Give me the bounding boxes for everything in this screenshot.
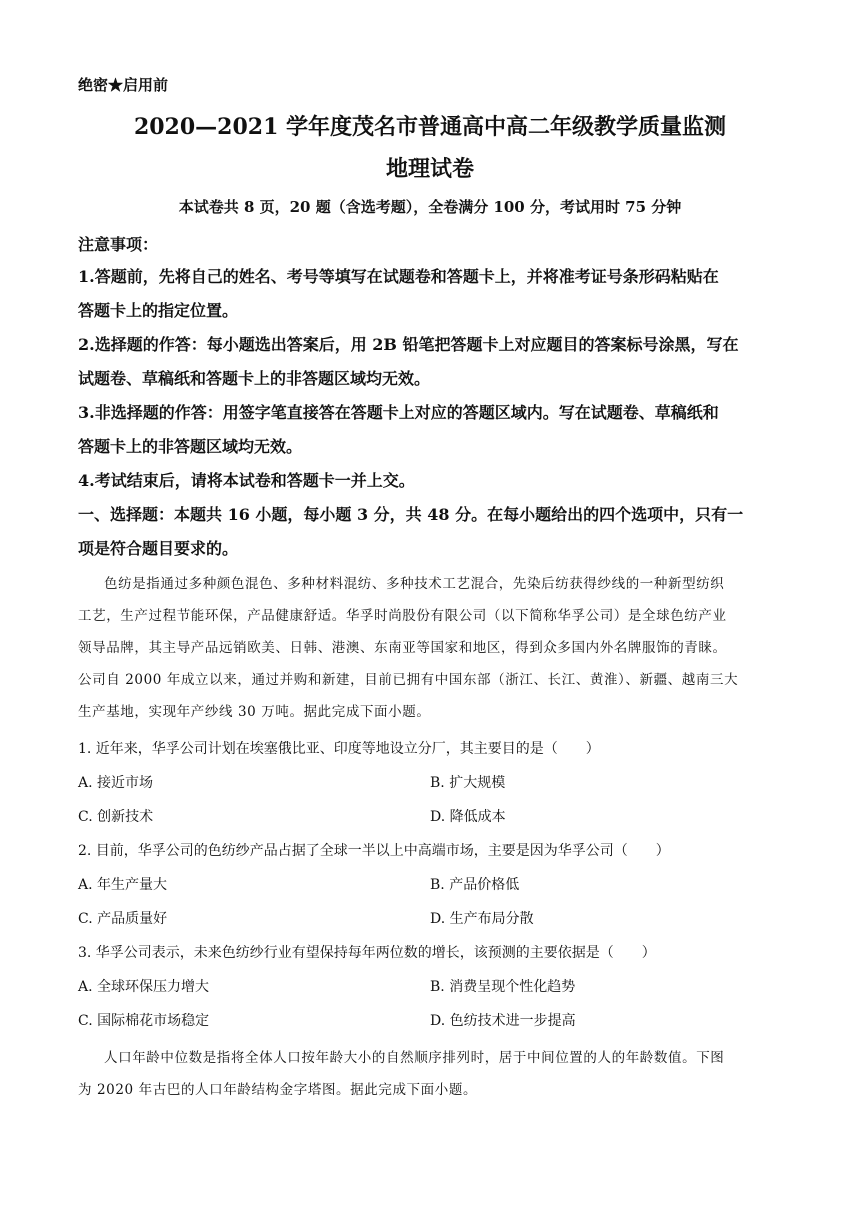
passage-line: 公司自 2000 年成立以来，通过并购和新建，目前已拥有中国东部（浙江、长江、黄淮）、新疆、越南三大 [78, 672, 739, 688]
option-d: D. 降低成本 [430, 809, 506, 825]
notice-line: 2.选择题的作答：每小题选出答案后，用 2B 铅笔把答题卡上对应题目的答案标号涂黑，写在 [78, 335, 739, 354]
option-b: B. 消费呈现个性化趋势 [430, 979, 576, 995]
notice-line: 答题卡上的非答题区域均无效。 [78, 437, 303, 456]
passage-line: 工艺，生产过程节能环保，产品健康舒适。华孚时尚股份有限公司（以下简称华孚公司）是全球色纺产业 [78, 608, 727, 624]
notice-line: 3.非选择题的作答：用签字笔直接答在答题卡上对应的答题区域内。写在试题卷、草稿纸和 [78, 403, 719, 422]
option-b: B. 扩大规模 [430, 775, 506, 791]
option-a: A. 全球环保压力增大 [78, 979, 210, 995]
option-a: A. 年生产量大 [78, 877, 168, 893]
secret-label: 绝密★启用前 [78, 76, 169, 94]
section-heading: 一、选择题：本题共 16 小题，每小题 3 分，共 48 分。在每小题给出的四个选项中，只有一 [78, 505, 744, 524]
exam-info: 本试卷共 8 页，20 题（含选考题），全卷满分 100 分，考试用时 75 分钟 [178, 198, 682, 216]
option-d: D. 色纺技术进一步提高 [430, 1013, 576, 1029]
notice-line: 试题卷、草稿纸和答题卡上的非答题区域均无效。 [78, 369, 431, 388]
passage-line: 色纺是指通过多种颜色混色、多种材料混纺、多种技术工艺混合，先染后纺获得纱线的一种新型纺织 [104, 576, 725, 592]
option-c: C. 国际棉花市场稳定 [78, 1013, 210, 1029]
question-stem: 2. 目前，华孚公司的色纺纱产品占据了全球一半以上中高端市场，主要是因为华孚公司（ ） [78, 843, 670, 859]
option-c: C. 产品质量好 [78, 911, 168, 927]
notice-line: 答题卡上的指定位置。 [78, 301, 239, 320]
exam-title: 2020—2021 学年度茂名市普通高中高二年级教学质量监测 [133, 114, 727, 140]
notice-heading: 注意事项： [78, 235, 159, 254]
option-b: B. 产品价格低 [430, 877, 520, 893]
notice-line: 1.答题前，先将自己的姓名、考号等填写在试题卷和答题卡上，并将准考证号条形码粘贴在 [78, 267, 719, 286]
option-a: A. 接近市场 [78, 775, 154, 791]
passage-line: 人口年龄中位数是指将全体人口按年龄大小的自然顺序排列时，居于中间位置的人的年龄数值。下图 [104, 1050, 725, 1066]
passage-line: 领导品牌，其主导产品远销欧美、日韩、港澳、东南亚等国家和地区，得到众多国内外名牌服饰的青睐。 [78, 640, 727, 656]
option-c: C. 创新技术 [78, 809, 154, 825]
question-stem: 3. 华孚公司表示，未来色纺纱行业有望保持每年两位数的增长，该预测的主要依据是（ ） [78, 945, 656, 961]
passage-line: 生产基地，实现年产纱线 30 万吨。据此完成下面小题。 [78, 704, 431, 720]
notice-line: 4.考试结束后，请将本试卷和答题卡一并上交。 [78, 471, 415, 490]
passage-line: 为 2020 年古巴的人口年龄结构金字塔图。据此完成下面小题。 [78, 1082, 478, 1098]
option-d: D. 生产布局分散 [430, 911, 534, 927]
exam-subtitle: 地理试卷 [385, 156, 474, 182]
section-heading: 项是符合题目要求的。 [78, 539, 239, 558]
question-stem: 1. 近年来，华孚公司计划在埃塞俄比亚、印度等地设立分厂，其主要目的是（ ） [78, 741, 600, 757]
